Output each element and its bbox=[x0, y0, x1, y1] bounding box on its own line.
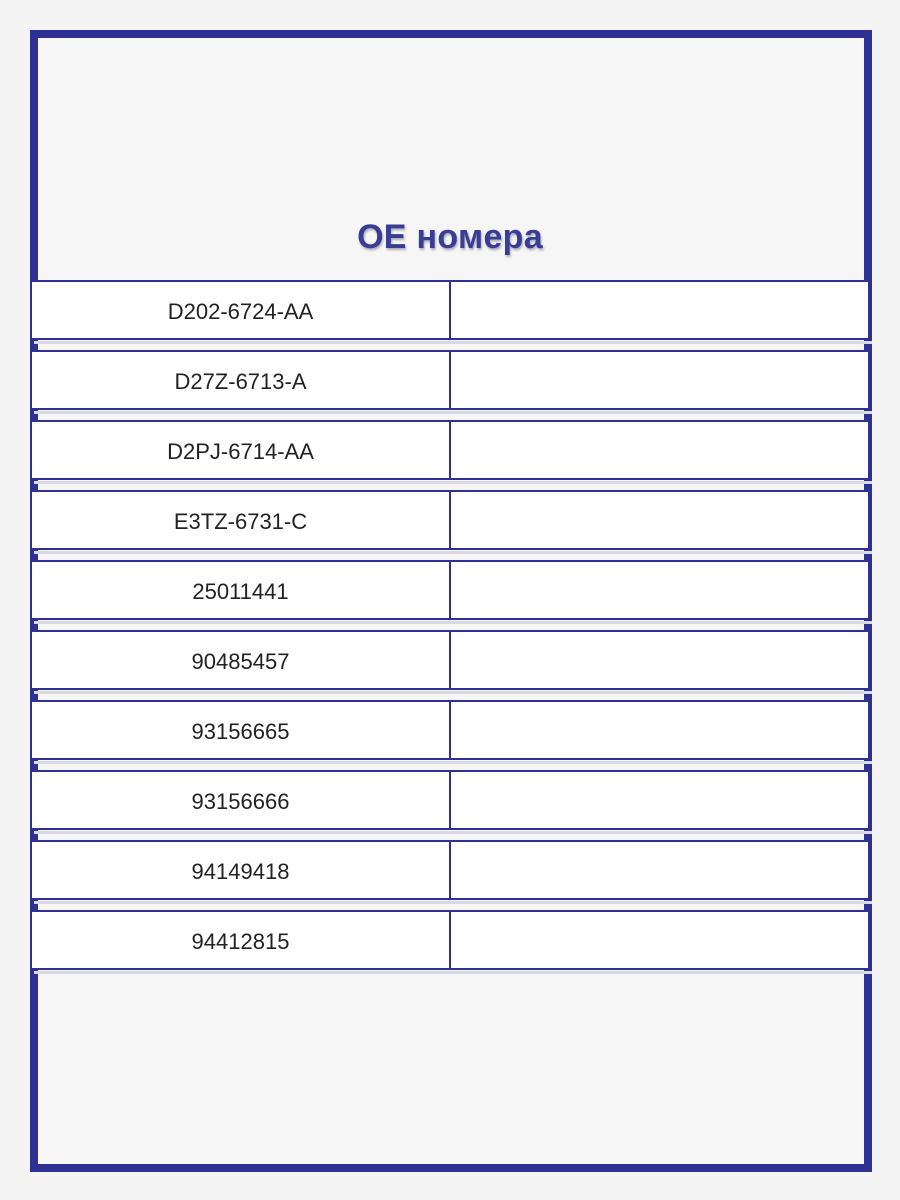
table-row bbox=[30, 420, 870, 480]
table-row bbox=[30, 770, 870, 830]
table-row bbox=[30, 840, 870, 900]
oe-number-cell: 93156665 bbox=[32, 702, 451, 758]
oe-number-cell: 90485457 bbox=[32, 632, 451, 688]
table-row bbox=[30, 560, 870, 620]
oe-number-cell: 94149418 bbox=[32, 842, 451, 898]
empty-cell bbox=[451, 562, 868, 618]
table-row bbox=[30, 700, 870, 760]
empty-cell bbox=[451, 492, 868, 548]
oe-number-cell: 25011441 bbox=[32, 562, 451, 618]
empty-cell bbox=[451, 282, 868, 338]
oe-number-cell: D2PJ-6714-AA bbox=[32, 422, 451, 478]
empty-cell bbox=[451, 352, 868, 408]
empty-cell bbox=[451, 772, 868, 828]
page-title: OE номера bbox=[357, 218, 543, 256]
empty-cell bbox=[451, 422, 868, 478]
empty-cell bbox=[451, 702, 868, 758]
empty-cell bbox=[451, 842, 868, 898]
table-row bbox=[30, 490, 870, 550]
table-row bbox=[30, 910, 870, 970]
oe-number-cell: E3TZ-6731-C bbox=[32, 492, 451, 548]
oe-number-cell: D27Z-6713-A bbox=[32, 352, 451, 408]
table-row bbox=[30, 630, 870, 690]
empty-cell bbox=[451, 912, 868, 968]
oe-number-cell: 93156666 bbox=[32, 772, 451, 828]
empty-cell bbox=[451, 632, 868, 688]
oe-number-cell: 94412815 bbox=[32, 912, 451, 968]
oe-numbers-table bbox=[30, 280, 870, 980]
table-row bbox=[30, 280, 870, 340]
oe-number-cell: D202-6724-AA bbox=[32, 282, 451, 338]
table-row bbox=[30, 350, 870, 410]
